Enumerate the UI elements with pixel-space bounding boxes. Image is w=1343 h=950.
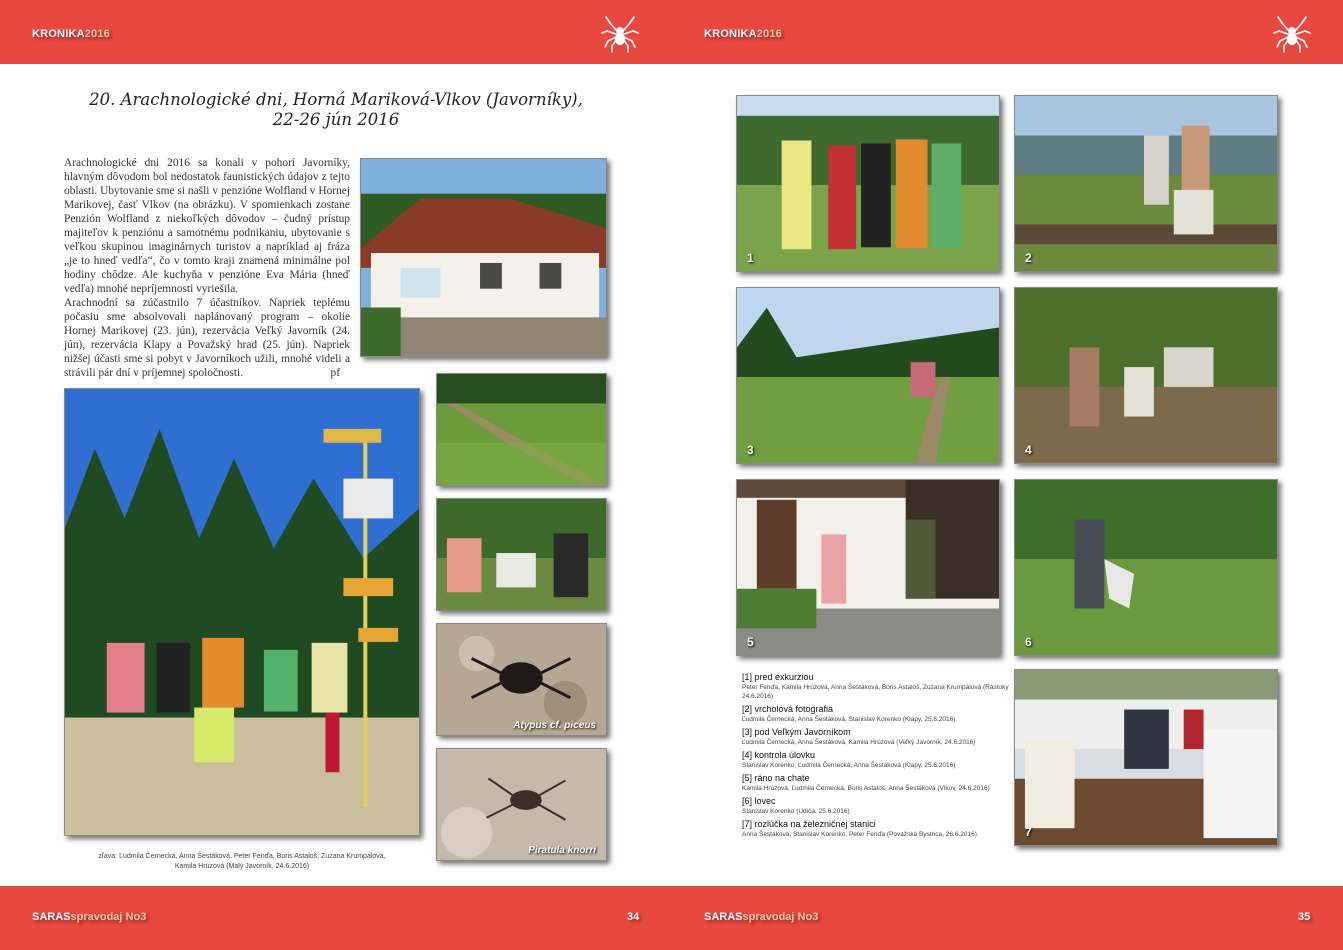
caption-item: [6] lovec Stanislav Korenko (Udiča, 25.6.2016) [742, 796, 850, 815]
photo-number: 5 [747, 635, 754, 649]
caption-item: [5] ráno na chate Kamila Hrúzová, Ľudmila Černecká, Boris Astaloš, Anna Šestáková (Vlkov, 24.6.2016) [742, 773, 990, 792]
photo-6-hunter [1014, 479, 1278, 656]
photo-7-farewell-station [1014, 669, 1278, 846]
caption-item: [4] kontrola úlovku Stanislav Korenko, Ľudmila Černecká, Anna Šestáková (Klapy, 25.6.2016) [742, 750, 956, 769]
header-band [0, 0, 1343, 64]
photo-4-catch-check [1014, 287, 1278, 464]
caption-item: [3] pod Veľkým Javorníkom Ľudmila Černecká, Anna Šestáková, Kamila Hrúzová (Veľký Javorník, 24.6.2016) [742, 727, 976, 746]
photo-captions [742, 672, 1010, 842]
page-number-left: 34 [627, 911, 640, 923]
footer-label-right: SARASspravodaj No3 [704, 911, 819, 923]
photo-number: 4 [1025, 443, 1032, 457]
article-title-line1: 20. Arachnologické dni, Horná Mariková-Vlkov (Javorníky), [89, 90, 583, 109]
caption-item: [7] rozlúčka na železničnej stanici Anna Šestáková, Stanislav Korenko, Peter Fenďa (Považská Bystrica, 26.6.2016) [742, 819, 977, 838]
photo-number: 3 [747, 443, 754, 457]
photo-number: 6 [1025, 635, 1032, 649]
footer-band [0, 886, 1343, 950]
photo-2-summit [1014, 95, 1278, 272]
spider-logo-icon [600, 14, 640, 54]
photo-meadow-path [436, 373, 607, 486]
photo-spider-atypus [436, 623, 607, 736]
article-paragraph: Arachnodní sa zúčastnilo 7 účastníkov. Napriek teplému počasiu sme absolvovali naplánovaný program – okolie Hornej Marikovej (23. jún), rezervácia Veľký Javorník (24. jún), rezervácia Klapy a Považský hrad (25. jún). Napriek nižšej účasti sme si pobyt v Javorníkoch užili, mnohé videli a strávili pár dní v príjemnej spoločnosti. pf [64, 297, 350, 379]
photo-photographing [436, 498, 607, 611]
article-signature: pf [330, 367, 340, 379]
caption-item: [2] vrcholová fotografia Ľudmila Černecká, Anna Šestáková, Stanislav Korenko (Klapy, 25.6.2016) [742, 704, 956, 723]
photo-3-below-javornik [736, 287, 1000, 464]
footer-label-left: SARASspravodaj No3 [32, 911, 147, 923]
photo-5-morning-at-cabin [736, 479, 1000, 656]
group-photo-credit: zľava: Ľudmila Černecká, Anna Šestáková, Peter Fenďa, Boris Astaloš, Zuzana Krumpálová, Kamila Hrúzová (Malý Javorník, 24.6.2016) [98, 853, 386, 870]
photo-spider-piratula [436, 748, 607, 861]
article-paragraph: Arachnologické dni 2016 sa konali v pohorí Javorníky, hlavným dôvodom bol nedostatok faunistických údajov z tejto oblasti. Ubytovanie sme si našli v penzióne Wolfland v Hornej Marikovej, časť Vlkov (na obrázku). V spomienkach zostane Penzión Wolfland z niekoľkých dôvodov – čudný prístup majiteľov k penziónu a samotnému podnikaniu, ubytovanie s veľkou skupinou imaginárnych turistov a napríklad aj fráza „je to hneď vedľa“, čo v tomto kraji znamená minimálne pol hodiny chôdze. Ale kuchyňa v penzióne Eva Mária (hneď vedľa) mnohé nepríjemnosti vyriešila. [64, 157, 350, 295]
photo-group-signpost [64, 388, 420, 836]
article-title [64, 90, 608, 130]
page-number-right: 35 [1298, 911, 1311, 923]
spider-label: Atypus cf. piceus [513, 720, 596, 731]
photo-number: 2 [1025, 251, 1032, 265]
spider-label: Piratula knorri [528, 845, 596, 856]
article-body [64, 156, 350, 380]
spider-logo-icon [1272, 14, 1312, 54]
caption-item: [1] pred exkurziou Peter Fenďa, Kamila Hrúzová, Anna Šestáková, Boris Astaloš, Zuzana Krumpálová (Rástoky 24.6.2016) [742, 672, 1009, 700]
photo-1-before-excursion [736, 95, 1000, 272]
header-label-right: KRONIKA2016 [704, 28, 783, 40]
photo-guesthouse [360, 158, 607, 357]
photo-number: 1 [747, 251, 754, 265]
header-label-left: KRONIKA2016 [32, 28, 111, 40]
photo-number: 7 [1025, 825, 1032, 839]
article-title-line2: 22-26 jún 2016 [272, 110, 400, 129]
